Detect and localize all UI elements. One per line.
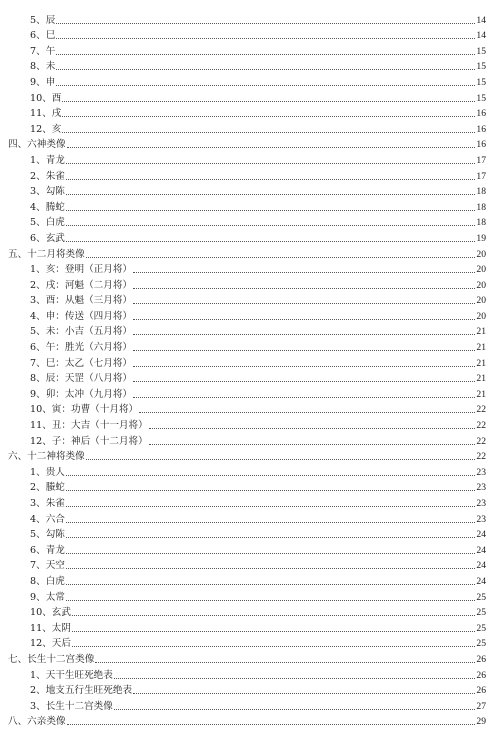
toc-entry-title: 10、寅：功曹（十月将） (30, 404, 139, 416)
toc-entry-title: 5、未：小吉（五月将） (30, 326, 133, 338)
toc-dot-leader (56, 54, 475, 55)
toc-dot-leader (66, 194, 475, 195)
toc-page-number: 24 (476, 560, 486, 572)
toc-dot-leader (149, 444, 475, 445)
toc-page-number: 18 (476, 186, 486, 198)
toc-subsection-entry[interactable] (0, 681, 501, 697)
toc-entry-title: 10、酉 (30, 92, 62, 104)
toc-page-number: 16 (476, 139, 486, 151)
toc-subsection-entry[interactable] (0, 260, 501, 276)
toc-dot-leader (72, 615, 475, 616)
toc-dot-leader (66, 210, 475, 211)
toc-dot-leader (67, 724, 475, 725)
toc-page-number: 20 (476, 248, 486, 260)
toc-entry-title: 12、亥 (30, 123, 62, 135)
toc-subsection-entry[interactable] (0, 41, 501, 57)
toc-page-number: 16 (476, 108, 486, 120)
toc-section-entry[interactable] (0, 135, 501, 151)
toc-subsection-entry[interactable] (0, 213, 501, 229)
toc-page-number: 26 (476, 669, 486, 681)
toc-page-number: 27 (476, 700, 486, 712)
toc-subsection-entry[interactable] (0, 88, 501, 104)
toc-dot-leader (66, 490, 475, 491)
toc-subsection-entry[interactable] (0, 337, 501, 353)
toc-entry-title: 5、辰 (30, 14, 56, 26)
toc-page-number: 22 (476, 435, 486, 447)
toc-section-entry[interactable] (0, 649, 501, 665)
table-of-contents (0, 10, 501, 727)
toc-section-entry[interactable] (0, 244, 501, 260)
toc-entry-title: 10、玄武 (30, 607, 71, 619)
toc-entry-title: 3、酉：从魁（三月将） (30, 295, 133, 307)
toc-dot-leader (133, 366, 475, 367)
toc-page-number: 23 (476, 466, 486, 478)
toc-dot-leader (114, 678, 475, 679)
toc-dot-leader (56, 85, 475, 86)
toc-dot-leader (133, 381, 475, 382)
toc-page-number: 25 (476, 607, 486, 619)
toc-entry-title: 1、天干生旺死绝表 (30, 669, 113, 681)
toc-page-number: 15 (476, 45, 486, 57)
toc-dot-leader (139, 412, 475, 413)
toc-dot-leader (66, 568, 475, 569)
toc-page-number: 19 (476, 232, 486, 244)
toc-entry-title: 9、申 (30, 76, 56, 88)
toc-dot-leader (133, 319, 475, 320)
toc-page-number: 22 (476, 451, 486, 463)
toc-entry-title: 6、巳 (30, 30, 56, 42)
toc-entry-title: 1、贵人 (30, 466, 65, 478)
toc-dot-leader (66, 522, 475, 523)
toc-dot-leader (56, 38, 475, 39)
toc-dot-leader (66, 225, 475, 226)
toc-subsection-entry[interactable] (0, 634, 501, 650)
toc-subsection-entry[interactable] (0, 525, 501, 541)
toc-subsection-entry[interactable] (0, 415, 501, 431)
toc-page-number: 17 (476, 170, 486, 182)
toc-entry-title: 2、螣蛇 (30, 482, 65, 494)
toc-entry-title: 11、丑：大吉（十一月将） (30, 420, 148, 432)
toc-subsection-entry[interactable] (0, 72, 501, 88)
toc-dot-leader (133, 334, 475, 335)
toc-dot-leader (86, 257, 475, 258)
toc-entry-title: 2、朱雀 (30, 170, 65, 182)
toc-page-number: 21 (476, 357, 486, 369)
toc-entry-title: 3、勾陈 (30, 186, 65, 198)
toc-page-number: 22 (476, 420, 486, 432)
toc-dot-leader (66, 537, 475, 538)
toc-page-number: 20 (476, 264, 486, 276)
toc-entry-title: 9、卯：太冲（九月将） (30, 388, 133, 400)
toc-page-number: 21 (476, 342, 486, 354)
toc-subsection-entry[interactable] (0, 478, 501, 494)
toc-entry-title: 八、六亲类像 (8, 716, 66, 728)
toc-page-number: 25 (476, 638, 486, 650)
toc-entry-title: 7、巳：太乙（七月将） (30, 357, 133, 369)
toc-section-entry[interactable] (0, 447, 501, 463)
toc-entry-title: 2、戌：河魁（二月将） (30, 279, 133, 291)
toc-page-number: 16 (476, 123, 486, 135)
toc-entry-title: 6、午：胜光（六月将） (30, 342, 133, 354)
toc-dot-leader (62, 116, 475, 117)
toc-subsection-entry[interactable] (0, 493, 501, 509)
toc-page-number: 20 (476, 279, 486, 291)
toc-subsection-entry[interactable] (0, 369, 501, 385)
toc-subsection-entry[interactable] (0, 119, 501, 135)
toc-entry-title: 六、十二神将类像 (8, 451, 85, 463)
toc-entry-title: 6、青龙 (30, 544, 65, 556)
toc-entry-title: 五、十二月将类像 (8, 248, 85, 260)
toc-dot-leader (133, 272, 475, 273)
toc-page-number: 18 (476, 217, 486, 229)
toc-entry-title: 4、六合 (30, 513, 65, 525)
toc-subsection-entry[interactable] (0, 104, 501, 120)
toc-subsection-entry[interactable] (0, 166, 501, 182)
toc-dot-leader (86, 459, 475, 460)
toc-page-number: 29 (476, 716, 486, 728)
toc-page-number: 21 (476, 388, 486, 400)
toc-entry-title: 8、未 (30, 61, 56, 73)
toc-dot-leader (114, 709, 475, 710)
toc-subsection-entry[interactable] (0, 603, 501, 619)
toc-entry-title: 8、辰：天罡（八月将） (30, 373, 133, 385)
toc-page-number: 20 (476, 295, 486, 307)
toc-subsection-entry[interactable] (0, 540, 501, 556)
toc-subsection-entry[interactable] (0, 353, 501, 369)
toc-dot-leader (66, 475, 475, 476)
toc-entry-title: 8、白虎 (30, 575, 65, 587)
toc-page-number: 20 (476, 310, 486, 322)
toc-page-number: 14 (476, 14, 486, 26)
toc-page-number: 21 (476, 326, 486, 338)
toc-subsection-entry[interactable] (0, 509, 501, 525)
toc-subsection-entry[interactable] (0, 322, 501, 338)
toc-dot-leader (66, 553, 475, 554)
toc-subsection-entry[interactable] (0, 571, 501, 587)
toc-subsection-entry[interactable] (0, 10, 501, 26)
toc-dot-leader (66, 179, 475, 180)
toc-entry-title: 四、六神类像 (8, 139, 66, 151)
toc-page-number: 18 (476, 201, 486, 213)
toc-dot-leader (149, 428, 475, 429)
toc-entry-title: 12、天后 (30, 638, 71, 650)
toc-dot-leader (67, 147, 475, 148)
toc-entry-title: 4、腾蛇 (30, 201, 65, 213)
toc-entry-title: 3、朱雀 (30, 498, 65, 509)
toc-page-number: 23 (476, 498, 486, 509)
toc-dot-leader (56, 69, 475, 70)
toc-subsection-entry[interactable] (0, 696, 501, 712)
toc-entry-title: 3、长生十二宫类像 (30, 700, 113, 712)
toc-page-number: 24 (476, 544, 486, 556)
toc-page-number: 15 (476, 76, 486, 88)
toc-dot-leader (133, 303, 475, 304)
toc-entry-title: 七、长生十二宫类像 (8, 653, 95, 665)
toc-subsection-entry[interactable] (0, 618, 501, 634)
toc-entry-title: 11、太阴 (30, 622, 71, 634)
toc-entry-title: 1、青龙 (30, 154, 65, 166)
toc-entry-title: 4、申：传送（四月将） (30, 310, 133, 322)
toc-dot-leader (66, 600, 475, 601)
toc-page-number: 25 (476, 622, 486, 634)
toc-dot-leader (62, 132, 475, 133)
toc-dot-leader (133, 693, 475, 694)
toc-subsection-entry[interactable] (0, 291, 501, 307)
toc-subsection-entry[interactable] (0, 431, 501, 447)
toc-subsection-entry[interactable] (0, 384, 501, 400)
toc-dot-leader (133, 397, 475, 398)
toc-entry-title: 7、午 (30, 45, 56, 57)
toc-page-number: 24 (476, 575, 486, 587)
toc-entry-title: 5、勾陈 (30, 529, 65, 541)
toc-subsection-entry[interactable] (0, 556, 501, 572)
toc-entry-title: 2、地支五行生旺死绝表 (30, 685, 133, 697)
toc-subsection-entry[interactable] (0, 26, 501, 42)
toc-dot-leader (133, 350, 475, 351)
toc-page-number: 23 (476, 482, 486, 494)
toc-dot-leader (66, 241, 475, 242)
toc-page-number: 26 (476, 685, 486, 697)
toc-page-number: 22 (476, 404, 486, 416)
toc-section-entry[interactable] (0, 712, 501, 728)
toc-dot-leader (72, 646, 475, 647)
toc-dot-leader (66, 506, 475, 507)
toc-subsection-entry[interactable] (0, 57, 501, 73)
toc-entry-title: 5、白虎 (30, 217, 65, 229)
toc-dot-leader (95, 662, 475, 663)
toc-dot-leader (72, 631, 475, 632)
toc-page-number: 15 (476, 61, 486, 73)
toc-dot-leader (66, 163, 475, 164)
toc-page-number: 24 (476, 529, 486, 541)
toc-entry-title: 11、戌 (30, 108, 62, 120)
toc-entry-title: 9、太常 (30, 591, 65, 603)
toc-subsection-entry[interactable] (0, 182, 501, 198)
toc-entry-title: 12、子：神后（十二月将） (30, 435, 148, 447)
toc-page-number: 23 (476, 513, 486, 525)
toc-subsection-entry[interactable] (0, 306, 501, 322)
toc-page-number: 15 (476, 92, 486, 104)
toc-dot-leader (56, 23, 475, 24)
toc-page-number: 21 (476, 373, 486, 385)
toc-subsection-entry[interactable] (0, 400, 501, 416)
toc-subsection-entry[interactable] (0, 665, 501, 681)
toc-dot-leader (62, 101, 475, 102)
toc-entry-title: 1、亥：登明（正月将） (30, 264, 133, 276)
toc-subsection-entry[interactable] (0, 275, 501, 291)
toc-subsection-entry[interactable] (0, 462, 501, 478)
toc-dot-leader (133, 288, 475, 289)
toc-page-number: 26 (476, 653, 486, 665)
toc-entry-title: 6、玄武 (30, 232, 65, 244)
toc-page-number: 25 (476, 591, 486, 603)
toc-subsection-entry[interactable] (0, 197, 501, 213)
toc-subsection-entry[interactable] (0, 228, 501, 244)
toc-dot-leader (66, 584, 475, 585)
toc-subsection-entry[interactable] (0, 587, 501, 603)
toc-page-number: 14 (476, 30, 486, 42)
toc-subsection-entry[interactable] (0, 150, 501, 166)
toc-entry-title: 7、天空 (30, 560, 65, 572)
toc-page-number: 17 (476, 154, 486, 166)
